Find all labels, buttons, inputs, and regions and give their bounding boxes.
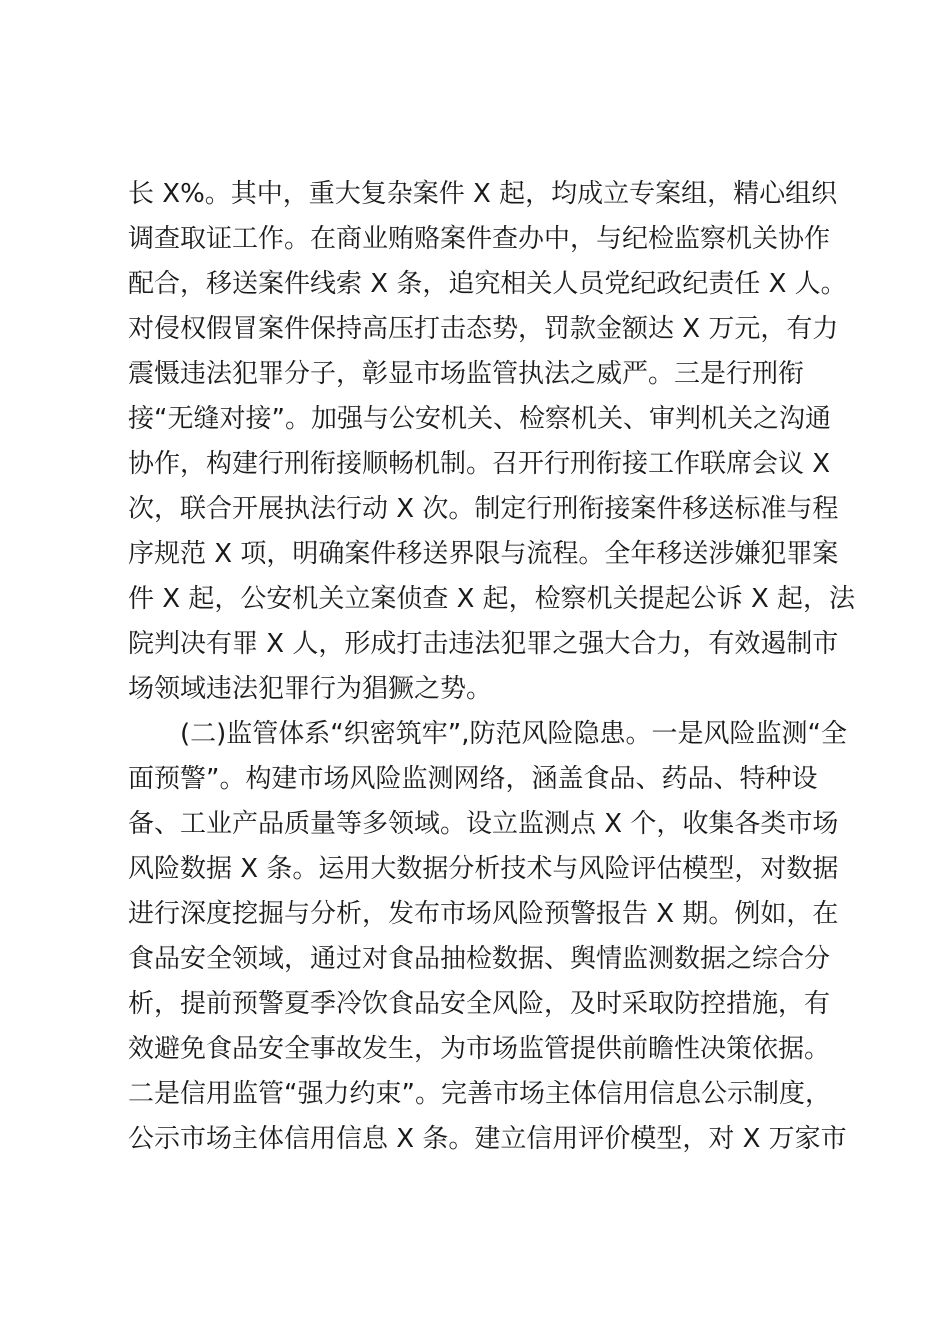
text-line: 公示市场主体信用信息 X 条。建立信用评价模型，对 X 万家市 xyxy=(128,1124,847,1154)
text-line: 面预警”。构建市场风险监测网络，涵盖食品、药品、特种设 xyxy=(128,764,818,794)
text-line: 进行深度挖掘与分析，发布市场风险预警报告 X 期。例如，在 xyxy=(128,899,839,929)
document-body xyxy=(128,172,856,1162)
text-line: 序规范 X 项，明确案件移送界限与流程。全年移送涉嫌犯罪案 xyxy=(128,539,839,569)
text-line: 院判决有罪 X 人，形成打击违法犯罪之强大合力，有效遏制市 xyxy=(128,629,839,659)
text-line: 食品安全领域，通过对食品抽检数据、舆情监测数据之综合分 xyxy=(128,944,831,974)
text-line: 次，联合开展执法行动 X 次。制定行刑衔接案件移送标准与程 xyxy=(128,494,839,524)
text-line: 长 X%。其中，重大复杂案件 X 起，均成立专案组，精心组织 xyxy=(128,179,838,209)
text-line: 二是信用监管“强力约束”。完善市场主体信用信息公示制度， xyxy=(128,1079,831,1109)
text-line: 场领域违法犯罪行为猖獗之势。 xyxy=(128,674,493,704)
text-line: 配合，移送案件线索 X 条，追究相关人员党纪政纪责任 X 人。 xyxy=(128,269,847,299)
section-heading-line: (二)监管体系“织密筑牢”,防范风险隐患。一是风险监测“全 xyxy=(180,719,847,749)
text-line: 调查取证工作。在商业贿赂案件查办中，与纪检监察机关协作 xyxy=(128,224,831,254)
text-line: 对侵权假冒案件保持高压打击态势，罚款金额达 X 万元，有力 xyxy=(128,314,839,344)
text-line: 接“无缝对接”。加强与公安机关、检察机关、审判机关之沟通 xyxy=(128,404,831,434)
text-line: 件 X 起，公安机关立案侦查 X 起，检察机关提起公诉 X 起，法 xyxy=(128,584,856,614)
text-line: 备、工业产品质量等多领域。设立监测点 X 个，收集各类市场 xyxy=(128,809,839,839)
text-line: 协作，构建行刑衔接顺畅机制。召开行刑衔接工作联席会议 X xyxy=(128,449,831,479)
text-line: 震慑违法犯罪分子，彰显市场监管执法之威严。三是行刑衔 xyxy=(128,359,805,389)
text-line: 析，提前预警夏季冷饮食品安全风险，及时采取防控措施，有 xyxy=(128,989,831,1019)
text-line: 效避免食品安全事故发生，为市场监管提供前瞻性决策依据。 xyxy=(128,1034,831,1064)
text-line: 风险数据 X 条。运用大数据分析技术与风险评估模型，对数据 xyxy=(128,854,839,884)
